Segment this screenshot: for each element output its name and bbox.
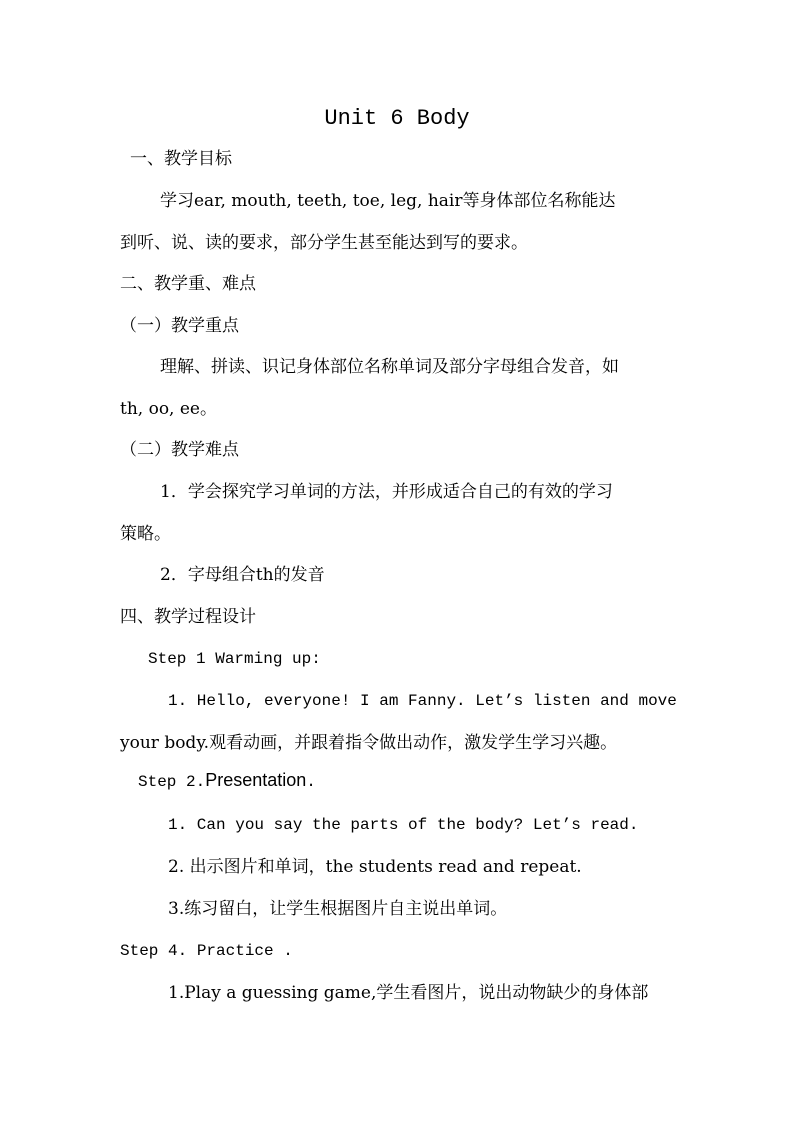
section-1-heading: 一、教学目标 [130,149,232,169]
step-4-heading: Step 4. Practice . [120,942,293,960]
difficulty-item-1-line-2: 策略。 [120,524,171,544]
step-2-word: Presentation [205,770,307,790]
step-1-item-1-line-1: 1. Hello, everyone! I am Fanny. Let’s listen and move [168,692,677,710]
key-points-heading: （一）教学重点 [120,316,239,336]
step-1-item-1-line-2: your body.观看动画，并跟着指令做出动作，激发学生学习兴趣。 [120,733,618,753]
difficulty-item-2: 2．字母组合th的发音 [160,565,325,585]
step-2-heading [138,768,316,794]
step-4-item-1: 1.Play a guessing game,学生看图片，说出动物缺少的身体部 [168,983,649,1003]
step-2-item-2: 2. 出示图片和单词，the students read and repeat. [168,857,582,877]
key-points-line-2: th, oo, ee。 [120,399,217,419]
step-2-label: Step 2. [138,773,206,791]
step-2-item-3: 3.练习留白，让学生根据图片自主说出单词。 [168,899,508,919]
step-2-dot: . [306,773,316,791]
section-2-heading: 二、教学重、难点 [120,274,256,294]
step-1-heading: Step 1 Warming up: [148,650,321,668]
key-points-line-1: 理解、拼读、识记身体部位名称单词及部分字母组合发音，如 [160,357,619,377]
difficulties-heading: （二）教学难点 [120,440,239,460]
section-4-heading: 四、教学过程设计 [120,607,256,627]
objective-paragraph-line-1: 学习ear, mouth, teeth, toe, leg, hair等身体部位名称能达 [160,191,616,211]
step-2-item-1: 1. Can you say the parts of the body? Let’s read. [168,816,639,834]
document-title: Unit 6 Body [324,106,470,131]
objective-paragraph-line-2: 到听、说、读的要求，部分学生甚至能达到写的要求。 [120,233,528,253]
difficulty-item-1-line-1: 1．学会探究学习单词的方法，并形成适合自己的有效的学习 [160,482,613,502]
